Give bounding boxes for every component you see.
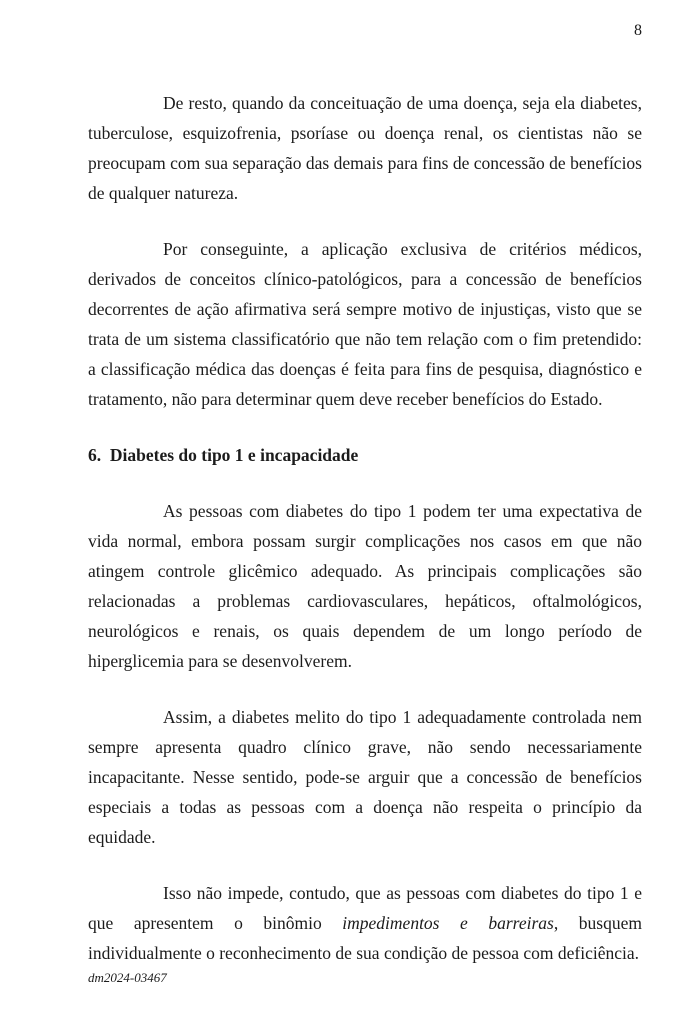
document-body: [88, 88, 642, 968]
paragraph: Assim, a diabetes melito do tipo 1 adequadamente controlada nem sempre apresenta quadro clínico grave, não sendo necessariamente incapacitante. Nesse sentido, pode-se arguir que a concessão de benefícios especiais a todas as pessoas com a doença não respeita o princípio da equidade.: [88, 707, 642, 847]
section-heading: 6. Diabetes do tipo 1 e incapacidade: [88, 445, 359, 465]
page-number: 8: [634, 22, 642, 39]
paragraph-italic-phrase: impedimentos e barreiras: [342, 913, 554, 933]
document-id-footer: dm2024-03467: [88, 970, 167, 985]
paragraph: Por conseguinte, a aplicação exclusiva de critérios médicos, derivados de conceitos clínico-patológicos, para a concessão de benefícios decorrentes de ação afirmativa será sempre motivo de injustiças, visto que se trata de um sistema classificatório que não tem relação com o fim pretendido: a classificação médica das doenças é feita para fins de pesquisa, diagnóstico e tratamento, não para determinar quem deve receber benefícios do Estado.: [88, 239, 642, 409]
paragraph: De resto, quando da conceituação de uma doença, seja ela diabetes, tuberculose, esquizofrenia, psoríase ou doença renal, os cientistas não se preocupam com sua separação das demais para fins de concessão de benefícios de qualquer natureza.: [88, 93, 642, 203]
paragraph-text: Isso não impede, contudo, que as pessoas com diabetes do tipo 1 e que apresentem o binômio: [88, 883, 642, 933]
paragraph: As pessoas com diabetes do tipo 1 podem ter uma expectativa de vida normal, embora possam surgir complicações nos casos em que não atingem controle glicêmico adequado. As principais complicações são relacionadas a problemas cardiovasculares, hepáticos, oftalmológicos, neurológicos e renais, os quais dependem de um longo período de hiperglicemia para se desenvolverem.: [88, 501, 642, 671]
paragraph: [88, 878, 642, 968]
paragraph-text: , busquem individualmente o reconhecimento de sua condição de pessoa com deficiência.: [88, 913, 642, 963]
